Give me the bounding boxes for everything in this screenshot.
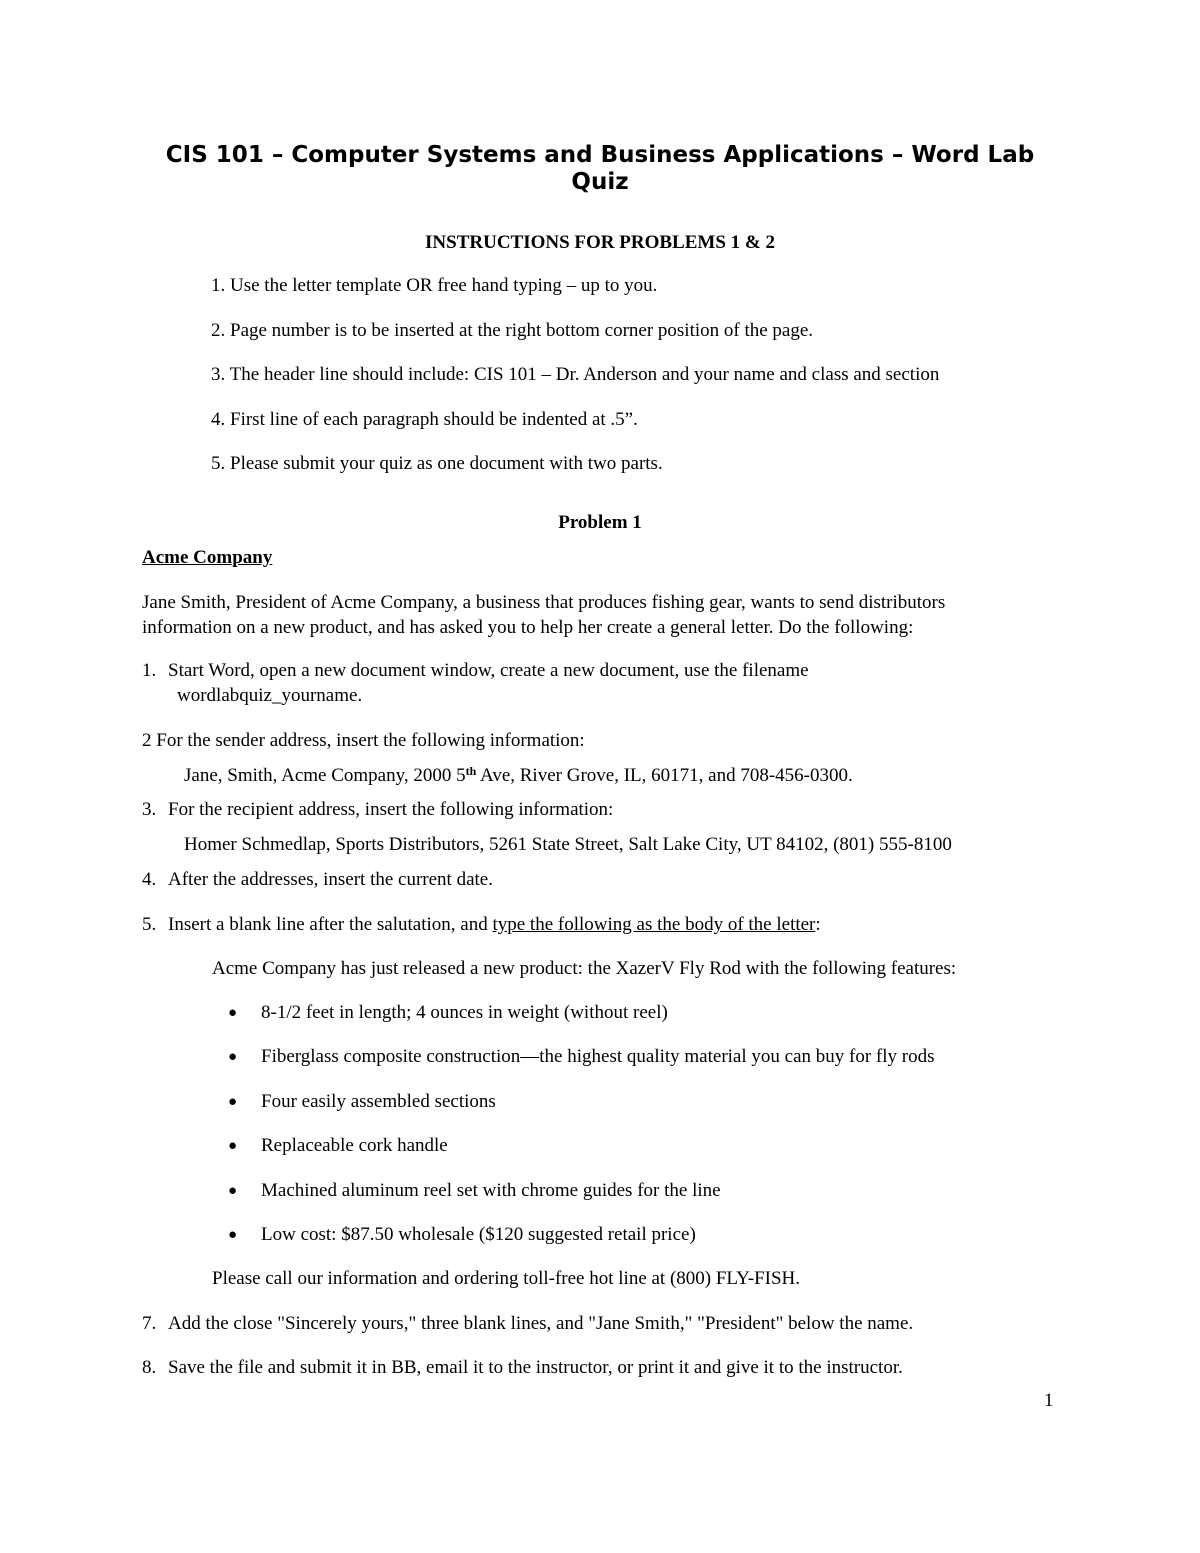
step-8: Save the file and submit it in BB, email it to the instructor, or print it and give it to the instructor. [168, 1357, 903, 1378]
step-4: After the addresses, insert the current date. [168, 869, 493, 890]
page-number: 1 [1044, 1390, 1054, 1411]
feature-text: Machined aluminum reel set with chrome guides for the line [261, 1180, 721, 1201]
document-title-line-1: CIS 101 – Computer Systems and Business Applications – Word Lab [165, 142, 1035, 168]
instruction-item: 4. First line of each paragraph should be indented at .5”. [211, 409, 638, 430]
step-3: For the recipient address, insert the following information: [168, 799, 614, 820]
step-number: 4. [142, 869, 157, 890]
company-heading: Acme Company [142, 547, 273, 568]
bullet-icon: ● [228, 1227, 238, 1243]
letter-body-close: Please call our information and ordering toll-free hot line at (800) FLY-FISH. [212, 1268, 801, 1289]
feature-text: Fiberglass composite construction—the highest quality material you can buy for fly rods [261, 1046, 935, 1067]
step-7: Add the close "Sincerely yours," three blank lines, and "Jane Smith," "President" below the name. [168, 1313, 914, 1334]
feature-text: 8-1/2 feet in length; 4 ounces in weight (without reel) [261, 1002, 668, 1023]
bullet-icon: ● [228, 1005, 238, 1021]
step-number: 5. [142, 914, 157, 935]
feature-text: Replaceable cork handle [261, 1135, 448, 1156]
step-number: 7. [142, 1313, 157, 1334]
step-number: 3. [142, 799, 157, 820]
bullet-icon: ● [228, 1049, 238, 1065]
bullet-icon: ● [228, 1183, 238, 1199]
feature-text: Low cost: $87.50 wholesale ($120 suggested retail price) [261, 1224, 696, 1245]
step-2: 2 For the sender address, insert the following information: [142, 730, 585, 751]
recipient-address: Homer Schmedlap, Sports Distributors, 5261 State Street, Salt Lake City, UT 84102, (801) 555-8100 [184, 834, 952, 855]
intro-line-1: Jane Smith, President of Acme Company, a business that produces fishing gear, wants to send distributors [142, 592, 946, 613]
sender-address-end: Ave, River Grove, IL, 60171, and 708-456-0300. [476, 765, 853, 786]
step-5-text: Insert a blank line after the salutation, and [168, 914, 493, 935]
feature-text: Four easily assembled sections [261, 1091, 496, 1112]
bullet-icon: ● [228, 1138, 238, 1154]
instruction-item: 5. Please submit your quiz as one document with two parts. [211, 453, 663, 474]
instructions-heading: INSTRUCTIONS FOR PROBLEMS 1 & 2 [425, 232, 775, 253]
step-5 [168, 913, 821, 937]
sender-address-start: Jane, Smith, Acme Company, 2000 5 [184, 765, 466, 786]
document-title-line-2: Quiz [571, 169, 629, 195]
step-number: 8. [142, 1357, 157, 1378]
letter-body-intro: Acme Company has just released a new product: the XazerV Fly Rod with the following features: [212, 958, 957, 979]
step-1-line-1: Start Word, open a new document window, create a new document, use the filename [168, 660, 809, 681]
ordinal-suffix: th [465, 764, 477, 778]
problem-heading: Problem 1 [558, 512, 642, 533]
step-5-underlined-text: type the following as the body of the letter [492, 914, 816, 935]
instruction-item: 1. Use the letter template OR free hand typing – up to you. [211, 275, 658, 296]
intro-line-2: information on a new product, and has asked you to help her create a general letter. Do the following: [142, 617, 914, 638]
step-5-colon: : [815, 914, 821, 935]
instruction-item: 3. The header line should include: CIS 101 – Dr. Anderson and your name and class and section [211, 364, 940, 385]
sender-address [184, 764, 853, 788]
step-1-line-2: wordlabquiz_yourname. [177, 685, 363, 706]
instruction-item: 2. Page number is to be inserted at the right bottom corner position of the page. [211, 320, 814, 341]
step-number: 1. [142, 660, 157, 681]
bullet-icon: ● [228, 1094, 238, 1110]
